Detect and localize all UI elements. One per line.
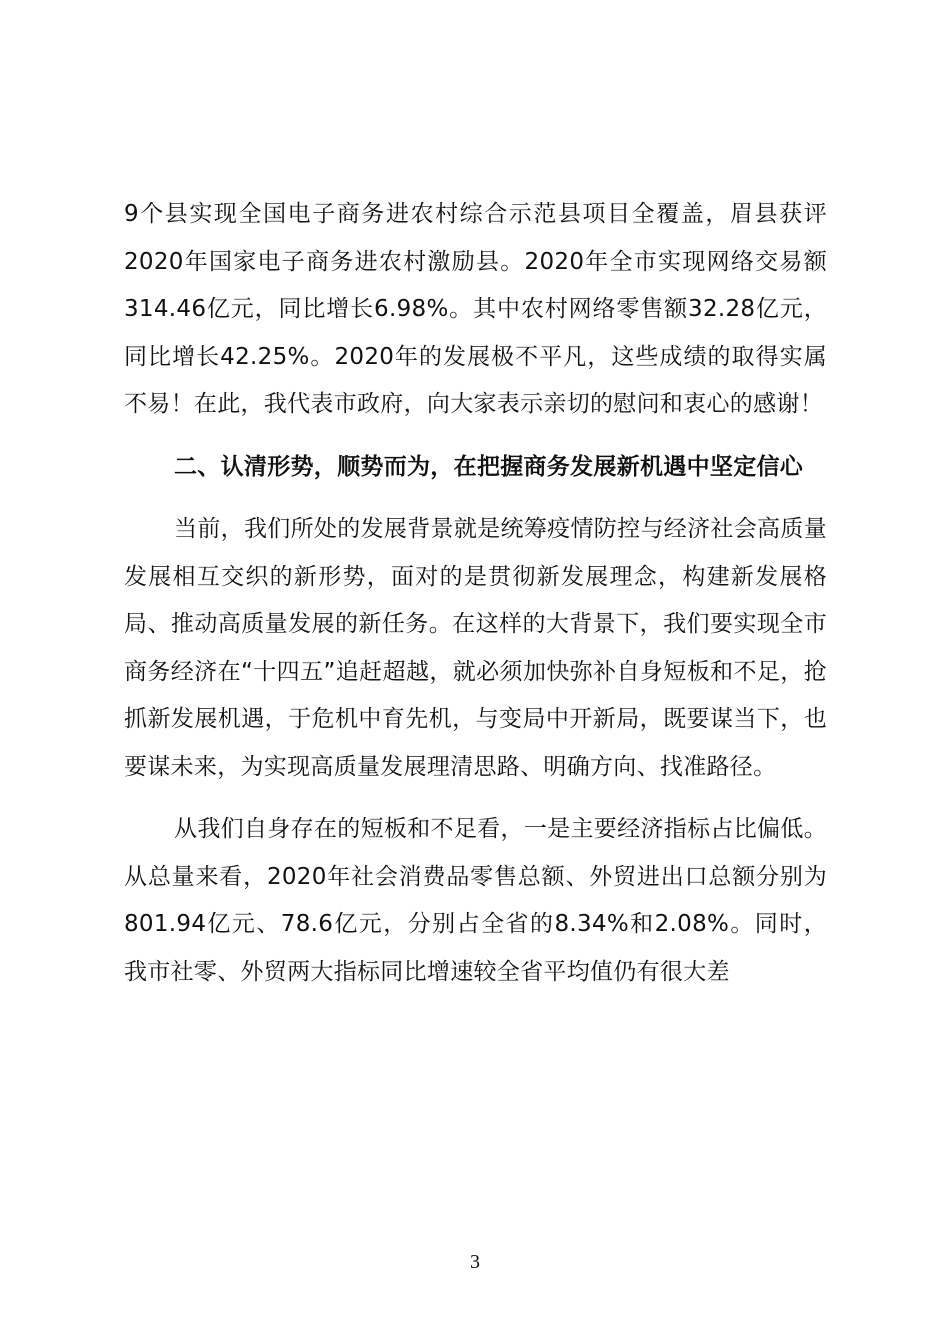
paragraph-spacer: [124, 791, 827, 806]
page-number: 3: [470, 1251, 480, 1273]
paragraph-situation: 当前，我们所处的发展背景就是统筹疫情防控与经济社会高质量发展相互交织的新形势，面对的是贯彻新发展理念，构建新发展格局、推动高质量发展的新任务。在这样的大背景下，我们要实现全市商务经济在“十四五”追赶超越，就必须加快弥补自身短板和不足，抢抓新发展机遇，于危机中育先机，与变局中开新局，既要谋当下，也要谋未来，为实现高质量发展理清思路、明确方向、找准路径。: [124, 516, 827, 780]
paragraph-spacer: [124, 491, 827, 506]
paragraph-shortcomings: 从我们自身存在的短板和不足看，一是主要经济指标占比偏低。从总量来看，2020年社会消费品零售总额、外贸进出口总额分别为801.94亿元、78.6亿元，分别占全省的8.34%和2.08%。同时，我市社零、外贸两大指标同比增速较全省平均值仍有很大差: [124, 816, 827, 985]
paragraph-spacer: [124, 429, 827, 444]
paragraph-achievements: 9个县实现全国电子商务进农村综合示范县项目全覆盖，眉县获评2020年国家电子商务进农村激励县。2020年全市实现网络交易额314.46亿元，同比增长6.98%。其中农村网络零售额32.28亿元，同比增长42.25%。2020年的发展极不平凡，这些成绩的取得实属不易！在此，我代表市政府，向大家表示亲切的慰问和衷心的感谢！: [124, 201, 827, 417]
section-heading: 二、认清形势，顺势而为，在把握商务发展新机遇中坚定信心: [174, 453, 804, 480]
document-body: [124, 191, 827, 996]
